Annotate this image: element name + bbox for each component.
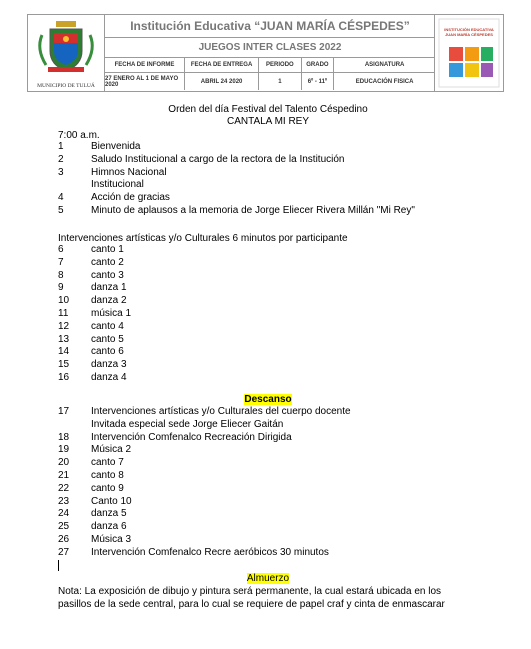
document-header: [27, 14, 504, 92]
agenda-item-text: canto 5: [91, 333, 124, 345]
agenda-item-number: 4: [58, 192, 64, 204]
agenda-item-text: Acción de gracias: [91, 192, 170, 204]
agenda-item-text: canto 6: [91, 346, 124, 358]
agenda-item-number: 14: [58, 346, 70, 358]
agenda-item-number: 17: [58, 406, 70, 417]
agenda-item-text: Minuto de aplausos a la memoria de Jorge Eliecer Rivera Millán "Mi Rey": [91, 205, 415, 216]
agenda-item-number: 27: [58, 546, 70, 558]
agenda-item-number: 10: [58, 295, 70, 307]
agenda-item-text: Himnos Nacional: [91, 166, 167, 178]
agenda-item-number: 23: [58, 495, 70, 507]
agenda-item-number: 22: [58, 482, 70, 494]
agenda-item-text: canto 7: [91, 457, 124, 469]
start-time: 7:00 a.m.: [58, 130, 100, 141]
col-label-report-date: FECHA DE INFORME: [105, 58, 185, 72]
document-title: Orden del día Festival del Talento Céspedino: [168, 104, 368, 115]
report-date-value: 27 ENERO AL 1 DE MAYO 2020: [105, 73, 185, 90]
agenda-item-text: canto 3: [91, 269, 124, 281]
coat-of-arms-icon: [28, 15, 104, 81]
header-columns-row: [105, 58, 435, 73]
agenda-item-number: 11: [58, 308, 69, 319]
agenda-item-text: canto 4: [91, 320, 124, 332]
municipality-label: MUNICIPIO DE TULUÁ: [37, 83, 95, 89]
lunch-label: Almuerzo: [246, 573, 290, 584]
institution-logo-text: INSTITUCIÓN EDUCATIVA JUAN MARÍA CÉSPEDES: [444, 27, 494, 37]
agenda-item-text: canto 9: [91, 482, 124, 494]
agenda-item-text: Bienvenida: [91, 141, 141, 152]
institution-logo: [434, 15, 503, 91]
agenda-item-text: música 1: [91, 308, 132, 319]
agenda-item-number: 24: [58, 508, 70, 520]
agenda-item-number: 16: [58, 372, 70, 383]
period-value: 1: [259, 73, 301, 90]
header-values-row: [105, 73, 435, 90]
agenda-item-number: 7: [58, 256, 64, 268]
agenda-item-text: Música 2: [91, 444, 132, 456]
break-label: Descanso: [244, 394, 292, 405]
municipality-logo: [28, 15, 105, 91]
agenda-item-number: 5: [58, 205, 64, 216]
agenda-item-number: 1: [58, 141, 64, 152]
agenda-item-number: 3: [58, 166, 64, 178]
subject-value: EDUCACIÓN FISICA: [355, 78, 414, 85]
agenda-item-text: Intervención Comfenalco Recre aeróbicos 30 minutos: [91, 546, 329, 558]
agenda-item-text: Intervención Comfenalco Recreación Dirigida: [91, 431, 292, 443]
agenda-item-text: Institucional: [91, 179, 144, 191]
lunch-label-wrap: [58, 573, 478, 584]
agenda-item-number: 9: [58, 282, 64, 294]
agenda-item-number: 15: [58, 359, 70, 371]
agenda-item-number: 8: [58, 269, 64, 281]
agenda-item-text: Invitada especial sede Jorge Eliecer Gaitán: [91, 418, 284, 430]
agenda-item-text: danza 4: [91, 372, 127, 383]
agenda-item-text: danza 1: [91, 282, 127, 294]
agenda-item-number: 18: [58, 431, 70, 443]
delivery-date-value: ABRIL 24 2020: [185, 73, 259, 90]
break-label-wrap: [58, 394, 478, 405]
agenda-item-text: canto 8: [91, 470, 124, 481]
agenda-item-number: 25: [58, 521, 70, 533]
agenda-item-number: 12: [58, 320, 70, 332]
agenda-item-text: canto 1: [91, 244, 124, 255]
grade-value: 6º - 11º: [302, 73, 335, 90]
col-label-period: PERIODO: [259, 58, 301, 72]
event-title: JUEGOS INTER CLASES 2022: [105, 38, 435, 58]
agenda-item-number: 2: [58, 153, 64, 165]
agenda-item-number: 26: [58, 534, 70, 545]
agenda-item-number: 6: [58, 244, 64, 255]
note-paragraph: Nota: La exposición de dibujo y pintura será permanente, la cual estará ubicada en los pasillos de la sede central, para lo cual se requiere de papel craf y cinta de enmascarar: [58, 586, 445, 610]
agenda-item-text: Saludo Institucional a cargo de la rectora de la Institución: [91, 153, 345, 165]
col-label-delivery-date: FECHA DE ENTREGA: [185, 58, 259, 72]
section-heading-performances: Intervenciones artísticas y/o Culturales 6 minutos por participante: [58, 233, 348, 244]
document-subtitle: CANTALA MI REY: [226, 116, 310, 127]
agenda-item-text: danza 5: [91, 508, 127, 520]
agenda-item-text: canto 2: [91, 256, 124, 268]
agenda-item-number: 20: [58, 457, 70, 469]
agenda-item-number: 19: [58, 444, 70, 456]
agenda-item-text: Canto 10: [91, 495, 132, 507]
agenda-item-text: danza 3: [91, 359, 127, 371]
institution-title: Institución Educativa “JUAN MARÍA CÉSPEDES”: [105, 15, 435, 38]
agenda-item-number: 21: [58, 470, 70, 481]
col-label-grade: GRADO: [302, 58, 335, 72]
agenda-item-text: Intervenciones artísticas y/o Culturales del cuerpo docente: [91, 406, 351, 417]
agenda-item-number: 13: [58, 333, 70, 345]
text-cursor: [58, 560, 59, 571]
agenda-item-text: Música 3: [91, 534, 132, 545]
agenda-item-text: danza 6: [91, 521, 127, 533]
agenda-item-text: danza 2: [91, 295, 127, 307]
col-label-subject: ASIGNATURA: [364, 62, 405, 68]
